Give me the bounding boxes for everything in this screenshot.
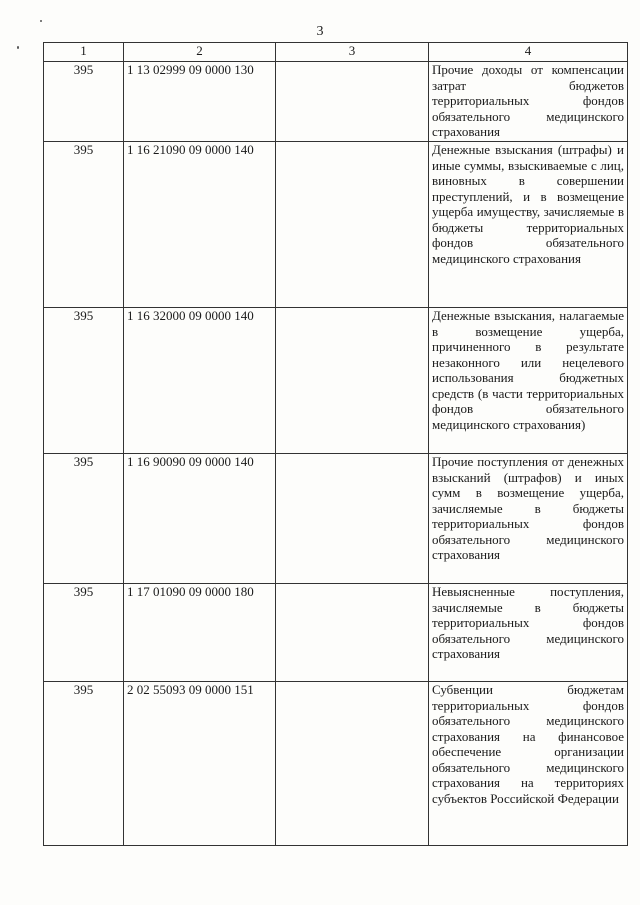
table-row (44, 454, 628, 584)
admin-code-cell: 395 (44, 308, 124, 454)
admin-code-cell: 395 (44, 682, 124, 846)
table-row (44, 308, 628, 454)
header-col-4: 4 (429, 43, 628, 62)
revenue-name-cell: Невыясненные поступления, зачисляемые в бюджеты территориальных фондов обязательного медицинского страхования (429, 584, 628, 682)
revenue-name-cell: Прочие доходы от компенсации затрат бюджетов территориальных фондов обязательного медицинского страхования (429, 62, 628, 142)
revenue-name-cell: Субвенции бюджетам территориальных фондов обязательного медицинского страхования на финансовое обеспечение организации обязательного медицинского страхования на территориях субъектов Российской Федерации (429, 682, 628, 846)
empty-cell (276, 308, 429, 454)
table-row (44, 62, 628, 142)
empty-cell (276, 62, 429, 142)
scan-speck (17, 46, 19, 49)
admin-code-cell: 395 (44, 62, 124, 142)
revenue-codes-table (43, 42, 628, 846)
revenue-code-cell: 1 16 90090 09 0000 140 (124, 454, 276, 584)
empty-cell (276, 584, 429, 682)
empty-cell (276, 682, 429, 846)
revenue-code-cell: 2 02 55093 09 0000 151 (124, 682, 276, 846)
table-row (44, 682, 628, 846)
revenue-name-cell: Денежные взыскания, налагаемые в возмещение ущерба, причиненного в результате незаконного или нецелевого использования бюджетных средств (в части территориальных фондов обязательного медицинского страхования) (429, 308, 628, 454)
admin-code-cell: 395 (44, 584, 124, 682)
revenue-name-cell: Денежные взыскания (штрафы) и иные суммы, взыскиваемые с лиц, виновных в совершении преступлений, и в возмещение ущерба имуществу, зачисляемые в бюджеты территориальных фондов обязательного медицинского страхования (429, 142, 628, 308)
scan-speck (40, 20, 42, 22)
revenue-name-cell: Прочие поступления от денежных взысканий (штрафов) и иных сумм в возмещение ущерба, зачисляемые в бюджеты территориальных фондов обязательного медицинского страхования (429, 454, 628, 584)
header-col-2: 2 (124, 43, 276, 62)
header-col-3: 3 (276, 43, 429, 62)
header-row (44, 43, 628, 62)
admin-code-cell: 395 (44, 454, 124, 584)
revenue-code-cell: 1 13 02999 09 0000 130 (124, 62, 276, 142)
revenue-code-cell: 1 16 32000 09 0000 140 (124, 308, 276, 454)
empty-cell (276, 454, 429, 584)
table-row (44, 584, 628, 682)
revenue-code-cell: 1 16 21090 09 0000 140 (124, 142, 276, 308)
revenue-code-cell: 1 17 01090 09 0000 180 (124, 584, 276, 682)
table-row (44, 142, 628, 308)
empty-cell (276, 142, 429, 308)
header-col-1: 1 (44, 43, 124, 62)
admin-code-cell: 395 (44, 142, 124, 308)
page-number: 3 (316, 24, 324, 39)
